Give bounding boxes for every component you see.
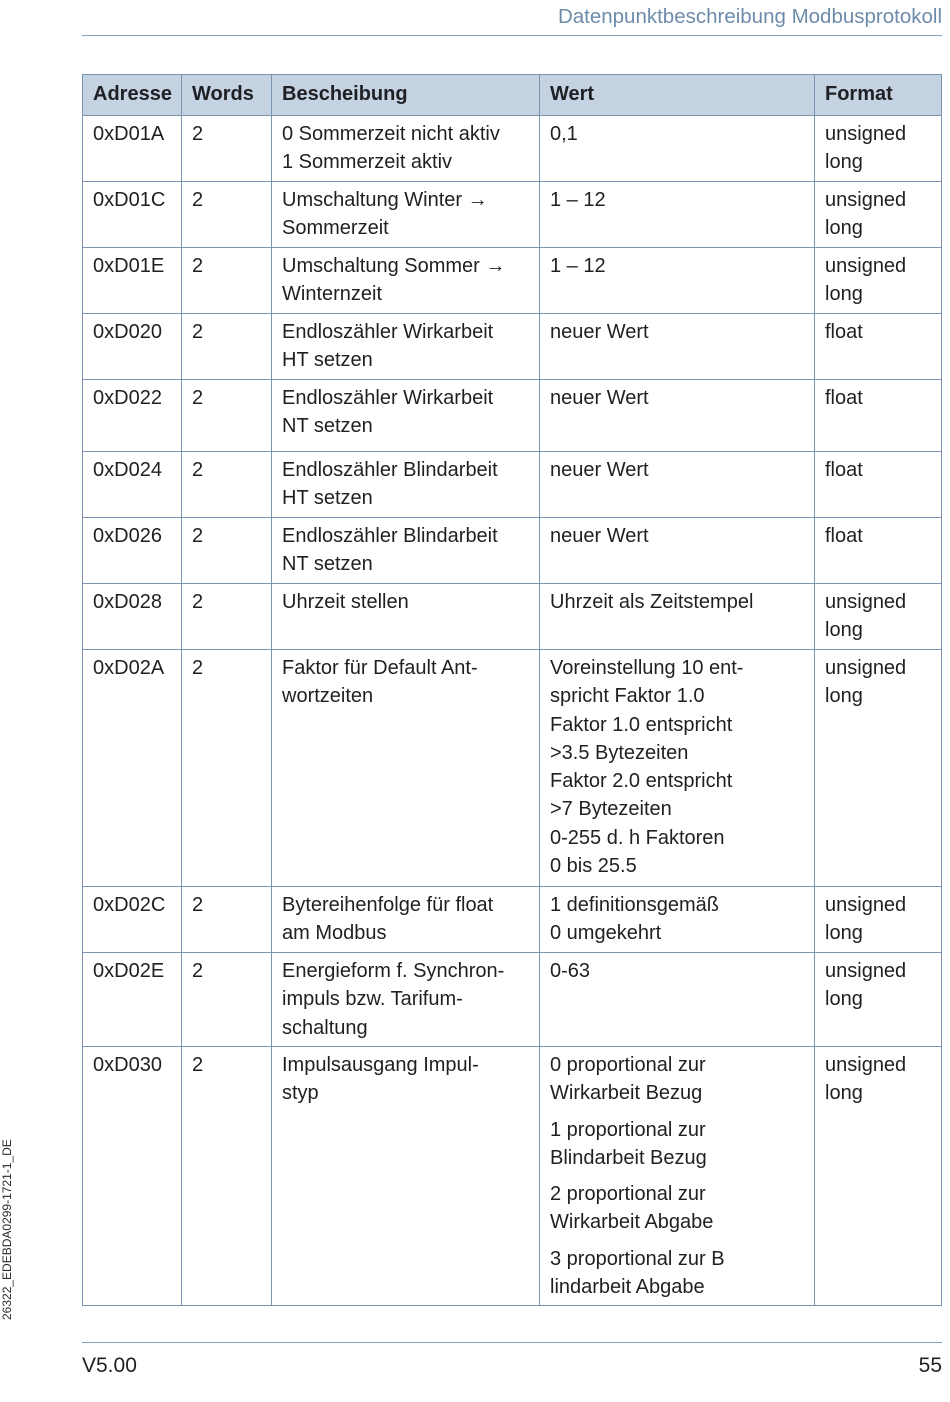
- cell-wert: [540, 953, 815, 1047]
- cell-words: 2: [182, 116, 272, 182]
- cell-line: Endloszähler Blindarbeit: [282, 525, 498, 547]
- cell-line: schaltung: [282, 1016, 368, 1039]
- cell-line: Uhrzeit als Zeitstempel: [550, 591, 754, 613]
- cell-line: Impulsausgang Impul-: [282, 1054, 479, 1076]
- cell-line: float: [825, 525, 863, 547]
- cell-line: Faktor 2.0 entspricht: [550, 770, 733, 793]
- cell-adresse: 0xD028: [83, 584, 182, 650]
- cell-line: unsigned: [825, 1054, 907, 1076]
- cell-beschreibung: [272, 182, 540, 248]
- cell-line: am Modbus: [282, 922, 387, 945]
- column-header-beschreibung: Bescheibung: [272, 75, 540, 116]
- cell-adresse: 0xD01C: [83, 182, 182, 248]
- cell-line: Umschaltung Sommer →: [282, 255, 506, 277]
- cell-line: long: [825, 988, 863, 1011]
- cell-line: Endloszähler Blindarbeit: [282, 459, 498, 481]
- page-number: 55: [918, 1354, 942, 1377]
- table-row: [83, 953, 942, 1047]
- cell-wert: [540, 116, 815, 182]
- cell-wert: [540, 1047, 815, 1306]
- version-label: V5.00: [82, 1354, 137, 1377]
- cell-line: Uhrzeit stellen: [282, 591, 409, 613]
- cell-format: [815, 452, 942, 518]
- cell-beschreibung: [272, 248, 540, 314]
- cell-beschreibung: [272, 650, 540, 887]
- cell-line: unsigned: [825, 255, 907, 277]
- cell-wert: [540, 248, 815, 314]
- cell-words: 2: [182, 953, 272, 1047]
- cell-words: 2: [182, 887, 272, 953]
- cell-line: neuer Wert: [550, 459, 649, 481]
- cell-beschreibung: [272, 953, 540, 1047]
- table-row: [83, 116, 942, 182]
- table-header-row: [83, 75, 942, 116]
- column-header-words: Words: [182, 75, 272, 116]
- cell-line: long: [825, 217, 863, 240]
- cell-line: 0 Sommerzeit nicht aktiv: [282, 123, 500, 145]
- cell-adresse: 0xD020: [83, 314, 182, 380]
- column-header-format: Format: [815, 75, 942, 116]
- cell-line: float: [825, 387, 863, 409]
- cell-wert: [540, 452, 815, 518]
- cell-wert: [540, 887, 815, 953]
- cell-line: 1 proportional zur: [550, 1118, 706, 1141]
- cell-line: impuls bzw. Tarifum-: [282, 988, 463, 1011]
- cell-line: >3.5 Bytezeiten: [550, 741, 689, 764]
- cell-wert: [540, 314, 815, 380]
- cell-line: unsigned: [825, 591, 907, 613]
- cell-wert: [540, 518, 815, 584]
- table-row: [83, 887, 942, 953]
- cell-words: 2: [182, 584, 272, 650]
- cell-words: 2: [182, 650, 272, 887]
- cell-beschreibung: [272, 116, 540, 182]
- cell-line: Wirkarbeit Abgabe: [550, 1211, 714, 1234]
- cell-words: 2: [182, 314, 272, 380]
- cell-line: neuer Wert: [550, 321, 649, 343]
- cell-line: 0,1: [550, 123, 578, 145]
- cell-line: unsigned: [825, 894, 907, 916]
- cell-line: float: [825, 321, 863, 343]
- cell-line: Energieform f. Synchron-: [282, 960, 505, 982]
- cell-beschreibung: [272, 887, 540, 953]
- cell-words: 2: [182, 518, 272, 584]
- cell-line: spricht Faktor 1.0: [550, 685, 705, 708]
- cell-line: HT setzen: [282, 487, 373, 510]
- cell-line: float: [825, 459, 863, 481]
- cell-line: Winternzeit: [282, 283, 383, 306]
- table-row: [83, 1047, 942, 1306]
- page-header-title: Datenpunktbeschreibung Modbusprotokoll: [557, 5, 942, 28]
- cell-adresse: 0xD02A: [83, 650, 182, 887]
- cell-format: [815, 314, 942, 380]
- column-header-wert: Wert: [540, 75, 815, 116]
- cell-adresse: 0xD01A: [83, 116, 182, 182]
- cell-adresse: 0xD02E: [83, 953, 182, 1047]
- cell-line: Umschaltung Winter →: [282, 189, 488, 211]
- table-row: [83, 584, 942, 650]
- cell-format: [815, 887, 942, 953]
- cell-line: unsigned: [825, 960, 907, 982]
- cell-adresse: 0xD01E: [83, 248, 182, 314]
- cell-line: 1 definitionsgemäß: [550, 894, 719, 916]
- cell-line: 0 proportional zur: [550, 1054, 706, 1076]
- cell-line: long: [825, 1082, 863, 1105]
- cell-format: [815, 584, 942, 650]
- cell-wert: [540, 380, 815, 452]
- cell-line: long: [825, 619, 863, 642]
- column-header-adresse: Adresse: [83, 75, 182, 116]
- cell-format: [815, 248, 942, 314]
- cell-line: Faktor 1.0 entspricht: [550, 713, 733, 736]
- cell-line: Faktor für Default Ant-: [282, 657, 478, 679]
- cell-line: Voreinstellung 10 ent-: [550, 657, 744, 679]
- cell-line: long: [825, 685, 863, 708]
- header-divider: [82, 35, 942, 36]
- cell-line: lindarbeit Abgabe: [550, 1276, 705, 1299]
- cell-words: 2: [182, 380, 272, 452]
- cell-beschreibung: [272, 518, 540, 584]
- cell-wert: [540, 584, 815, 650]
- cell-line: long: [825, 151, 863, 174]
- table-row: [83, 182, 942, 248]
- cell-line: neuer Wert: [550, 525, 649, 547]
- table-row: [83, 518, 942, 584]
- cell-line: 2 proportional zur: [550, 1183, 706, 1206]
- cell-format: [815, 116, 942, 182]
- cell-line: 1 Sommerzeit aktiv: [282, 151, 453, 174]
- cell-line: 0 bis 25.5: [550, 855, 637, 878]
- cell-format: [815, 518, 942, 584]
- document-code: 26322_EDEBDA0299-1721-1_DE: [0, 1139, 14, 1320]
- cell-line: Endloszähler Wirkarbeit: [282, 387, 494, 409]
- table-row: [83, 314, 942, 380]
- cell-line: 1 – 12: [550, 189, 606, 211]
- cell-beschreibung: [272, 452, 540, 518]
- cell-line: NT setzen: [282, 415, 373, 438]
- cell-line: unsigned: [825, 657, 907, 679]
- cell-beschreibung: [272, 314, 540, 380]
- cell-words: 2: [182, 248, 272, 314]
- cell-line: 0-255 d. h Faktoren: [550, 826, 725, 849]
- cell-line: unsigned: [825, 123, 907, 145]
- table-row: [83, 452, 942, 518]
- cell-line: Sommerzeit: [282, 217, 389, 240]
- table-row: [83, 380, 942, 452]
- table-row: [83, 248, 942, 314]
- table-row: [83, 650, 942, 887]
- cell-line: Bytereihenfolge für float: [282, 894, 494, 916]
- footer-divider: [82, 1342, 942, 1343]
- cell-beschreibung: [272, 584, 540, 650]
- cell-line: Blindarbeit Bezug: [550, 1146, 707, 1169]
- cell-line: Wirkarbeit Bezug: [550, 1082, 703, 1105]
- cell-format: [815, 182, 942, 248]
- cell-line: NT setzen: [282, 553, 373, 576]
- cell-line: 3 proportional zur B: [550, 1247, 725, 1270]
- cell-words: 2: [182, 1047, 272, 1306]
- cell-adresse: 0xD030: [83, 1047, 182, 1306]
- cell-words: 2: [182, 452, 272, 518]
- cell-adresse: 0xD026: [83, 518, 182, 584]
- datapoint-table: [82, 74, 942, 1306]
- cell-wert: [540, 650, 815, 887]
- cell-line: styp: [282, 1082, 319, 1105]
- cell-beschreibung: [272, 380, 540, 452]
- cell-format: [815, 650, 942, 887]
- cell-line: unsigned: [825, 189, 907, 211]
- cell-format: [815, 953, 942, 1047]
- cell-line: long: [825, 922, 863, 945]
- cell-line: 0-63: [550, 960, 591, 982]
- cell-line: long: [825, 283, 863, 306]
- cell-line: HT setzen: [282, 349, 373, 372]
- cell-line: 0 umgekehrt: [550, 922, 662, 945]
- cell-line: 1 – 12: [550, 255, 606, 277]
- cell-adresse: 0xD022: [83, 380, 182, 452]
- cell-wert: [540, 182, 815, 248]
- cell-line: >7 Bytezeiten: [550, 798, 672, 821]
- cell-format: [815, 1047, 942, 1306]
- cell-beschreibung: [272, 1047, 540, 1306]
- cell-adresse: 0xD02C: [83, 887, 182, 953]
- cell-format: [815, 380, 942, 452]
- cell-words: 2: [182, 182, 272, 248]
- cell-line: neuer Wert: [550, 387, 649, 409]
- cell-line: Endloszähler Wirkarbeit: [282, 321, 494, 343]
- cell-adresse: 0xD024: [83, 452, 182, 518]
- cell-line: wortzeiten: [282, 685, 374, 708]
